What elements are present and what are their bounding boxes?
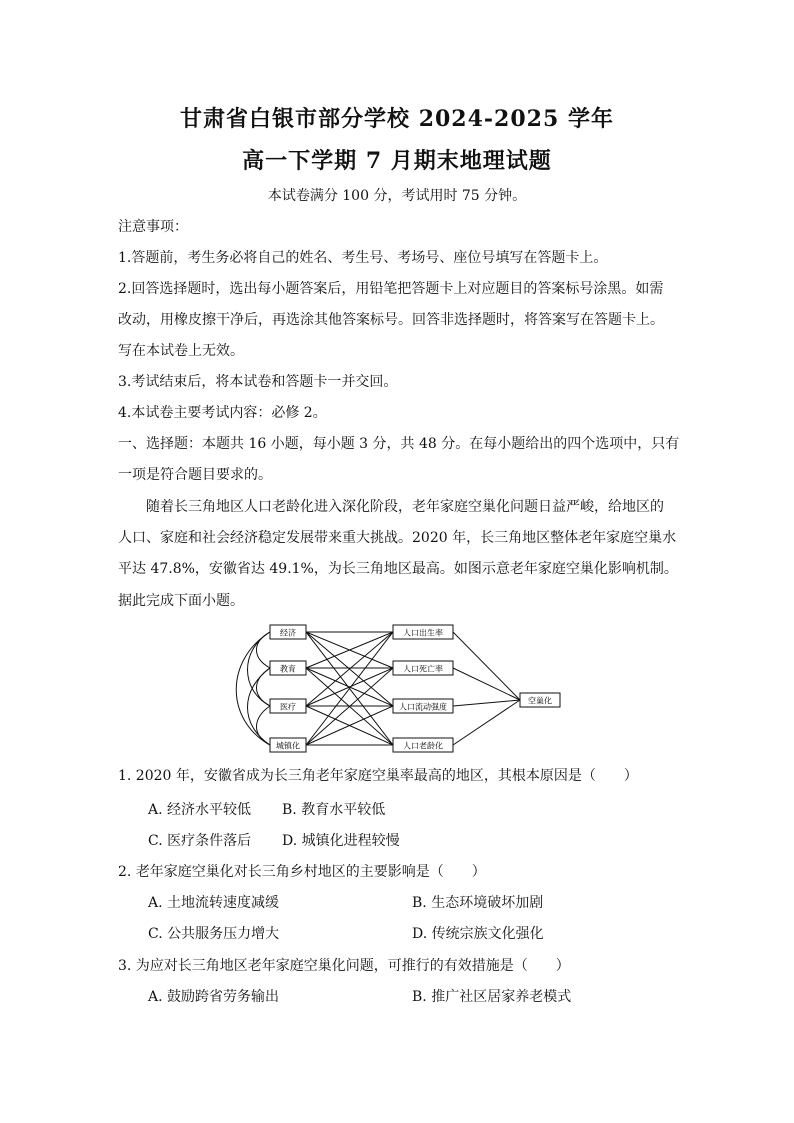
section-heading-line2: 一项是符合题目要求的。 xyxy=(118,467,272,483)
node-economy: 经济 xyxy=(280,628,296,638)
diagram-middle-nodes xyxy=(393,625,453,752)
question-2-option-b[interactable]: B. 生态环境破坏加剧 xyxy=(412,895,544,911)
question-2-option-a[interactable]: A. 土地流转速度减缓 xyxy=(148,895,280,911)
question-2-stem: 2. 老年家庭空巢化对长三角乡村地区的主要影响是（ ） xyxy=(118,864,486,880)
diagram-links-left xyxy=(306,632,393,745)
passage-line1: 随着长三角地区人口老龄化进入深化阶段，老年家庭空巢化问题日益严峻，给地区的 xyxy=(146,499,664,515)
node-mobility: 人口流动强度 xyxy=(399,702,447,712)
diagram-arcs xyxy=(236,632,270,745)
passage-line3: 平达 47.8%，安徽省达 49.1%，为长三角地区最高。如图示意老年家庭空巢化影响机制。 xyxy=(118,561,678,577)
node-urbanization: 城镇化 xyxy=(276,741,300,751)
node-birth-rate: 人口出生率 xyxy=(403,628,443,638)
note-item-2-line3: 写在本试卷上无效。 xyxy=(118,343,244,359)
exam-title-line1: 甘肃省白银市部分学校 2024-2025 学年 xyxy=(180,106,614,132)
question-3-option-a[interactable]: A. 鼓励跨省劳务输出 xyxy=(148,989,280,1005)
note-item-3: 3.考试结束后，将本试卷和答题卡一并交回。 xyxy=(118,374,398,390)
passage-line4: 据此完成下面小题。 xyxy=(118,593,244,609)
diagram-links-right xyxy=(453,632,520,745)
passage-line2: 人口、家庭和社会经济稳定发展带来重大挑战。2020 年，长三角地区整体老年家庭空巢水 xyxy=(118,530,677,546)
node-death-rate: 人口死亡率 xyxy=(403,664,443,674)
exam-title-line2: 高一下学期 7 月期末地理试题 xyxy=(242,148,552,174)
node-medical: 医疗 xyxy=(280,702,296,712)
mechanism-diagram xyxy=(0,618,794,758)
node-education: 教育 xyxy=(280,664,296,674)
node-aging: 人口老龄化 xyxy=(403,741,443,751)
exam-subtitle: 本试卷满分 100 分，考试用时 75 分钟。 xyxy=(267,188,527,204)
question-1-option-d[interactable]: D. 城镇化进程较慢 xyxy=(282,833,400,849)
question-1-option-a[interactable]: A. 经济水平较低 xyxy=(148,802,252,818)
question-1-stem: 1. 2020 年，安徽省成为长三角老年家庭空巢率最高的地区，其根本原因是（ ） xyxy=(118,768,638,784)
note-item-1: 1.答题前，考生务必将自己的姓名、考生号、考场号、座位号填写在答题卡上。 xyxy=(118,250,608,266)
question-3-stem: 3. 为应对长三角地区老年家庭空巢化问题，可推行的有效措施是（ ） xyxy=(118,958,570,974)
question-1-option-b[interactable]: B. 教育水平较低 xyxy=(282,802,386,818)
note-item-2-line1: 2.回答选择题时，选出每小题答案后，用铅笔把答题卡上对应题目的答案标号涂黑。如需 xyxy=(118,281,664,297)
question-2-option-c[interactable]: C. 公共服务压力增大 xyxy=(148,926,280,942)
question-1-option-c[interactable]: C. 医疗条件落后 xyxy=(148,833,252,849)
question-2-option-d[interactable]: D. 传统宗族文化强化 xyxy=(412,926,544,942)
section-heading-line1: 一、选择题：本题共 16 小题，每小题 3 分，共 48 分。在每小题给出的四个选项中，只有 xyxy=(118,436,680,452)
node-empty-nest: 空巢化 xyxy=(528,696,552,706)
notes-heading: 注意事项： xyxy=(118,219,188,235)
diagram-left-nodes xyxy=(270,625,306,752)
note-item-2-line2: 改动，用橡皮擦干净后，再选涂其他答案标号。回答非选择题时，将答案写在答题卡上。 xyxy=(118,312,664,328)
question-3-option-b[interactable]: B. 推广社区居家养老模式 xyxy=(412,989,572,1005)
note-item-4: 4.本试卷主要考试内容：必修 2。 xyxy=(118,405,327,421)
